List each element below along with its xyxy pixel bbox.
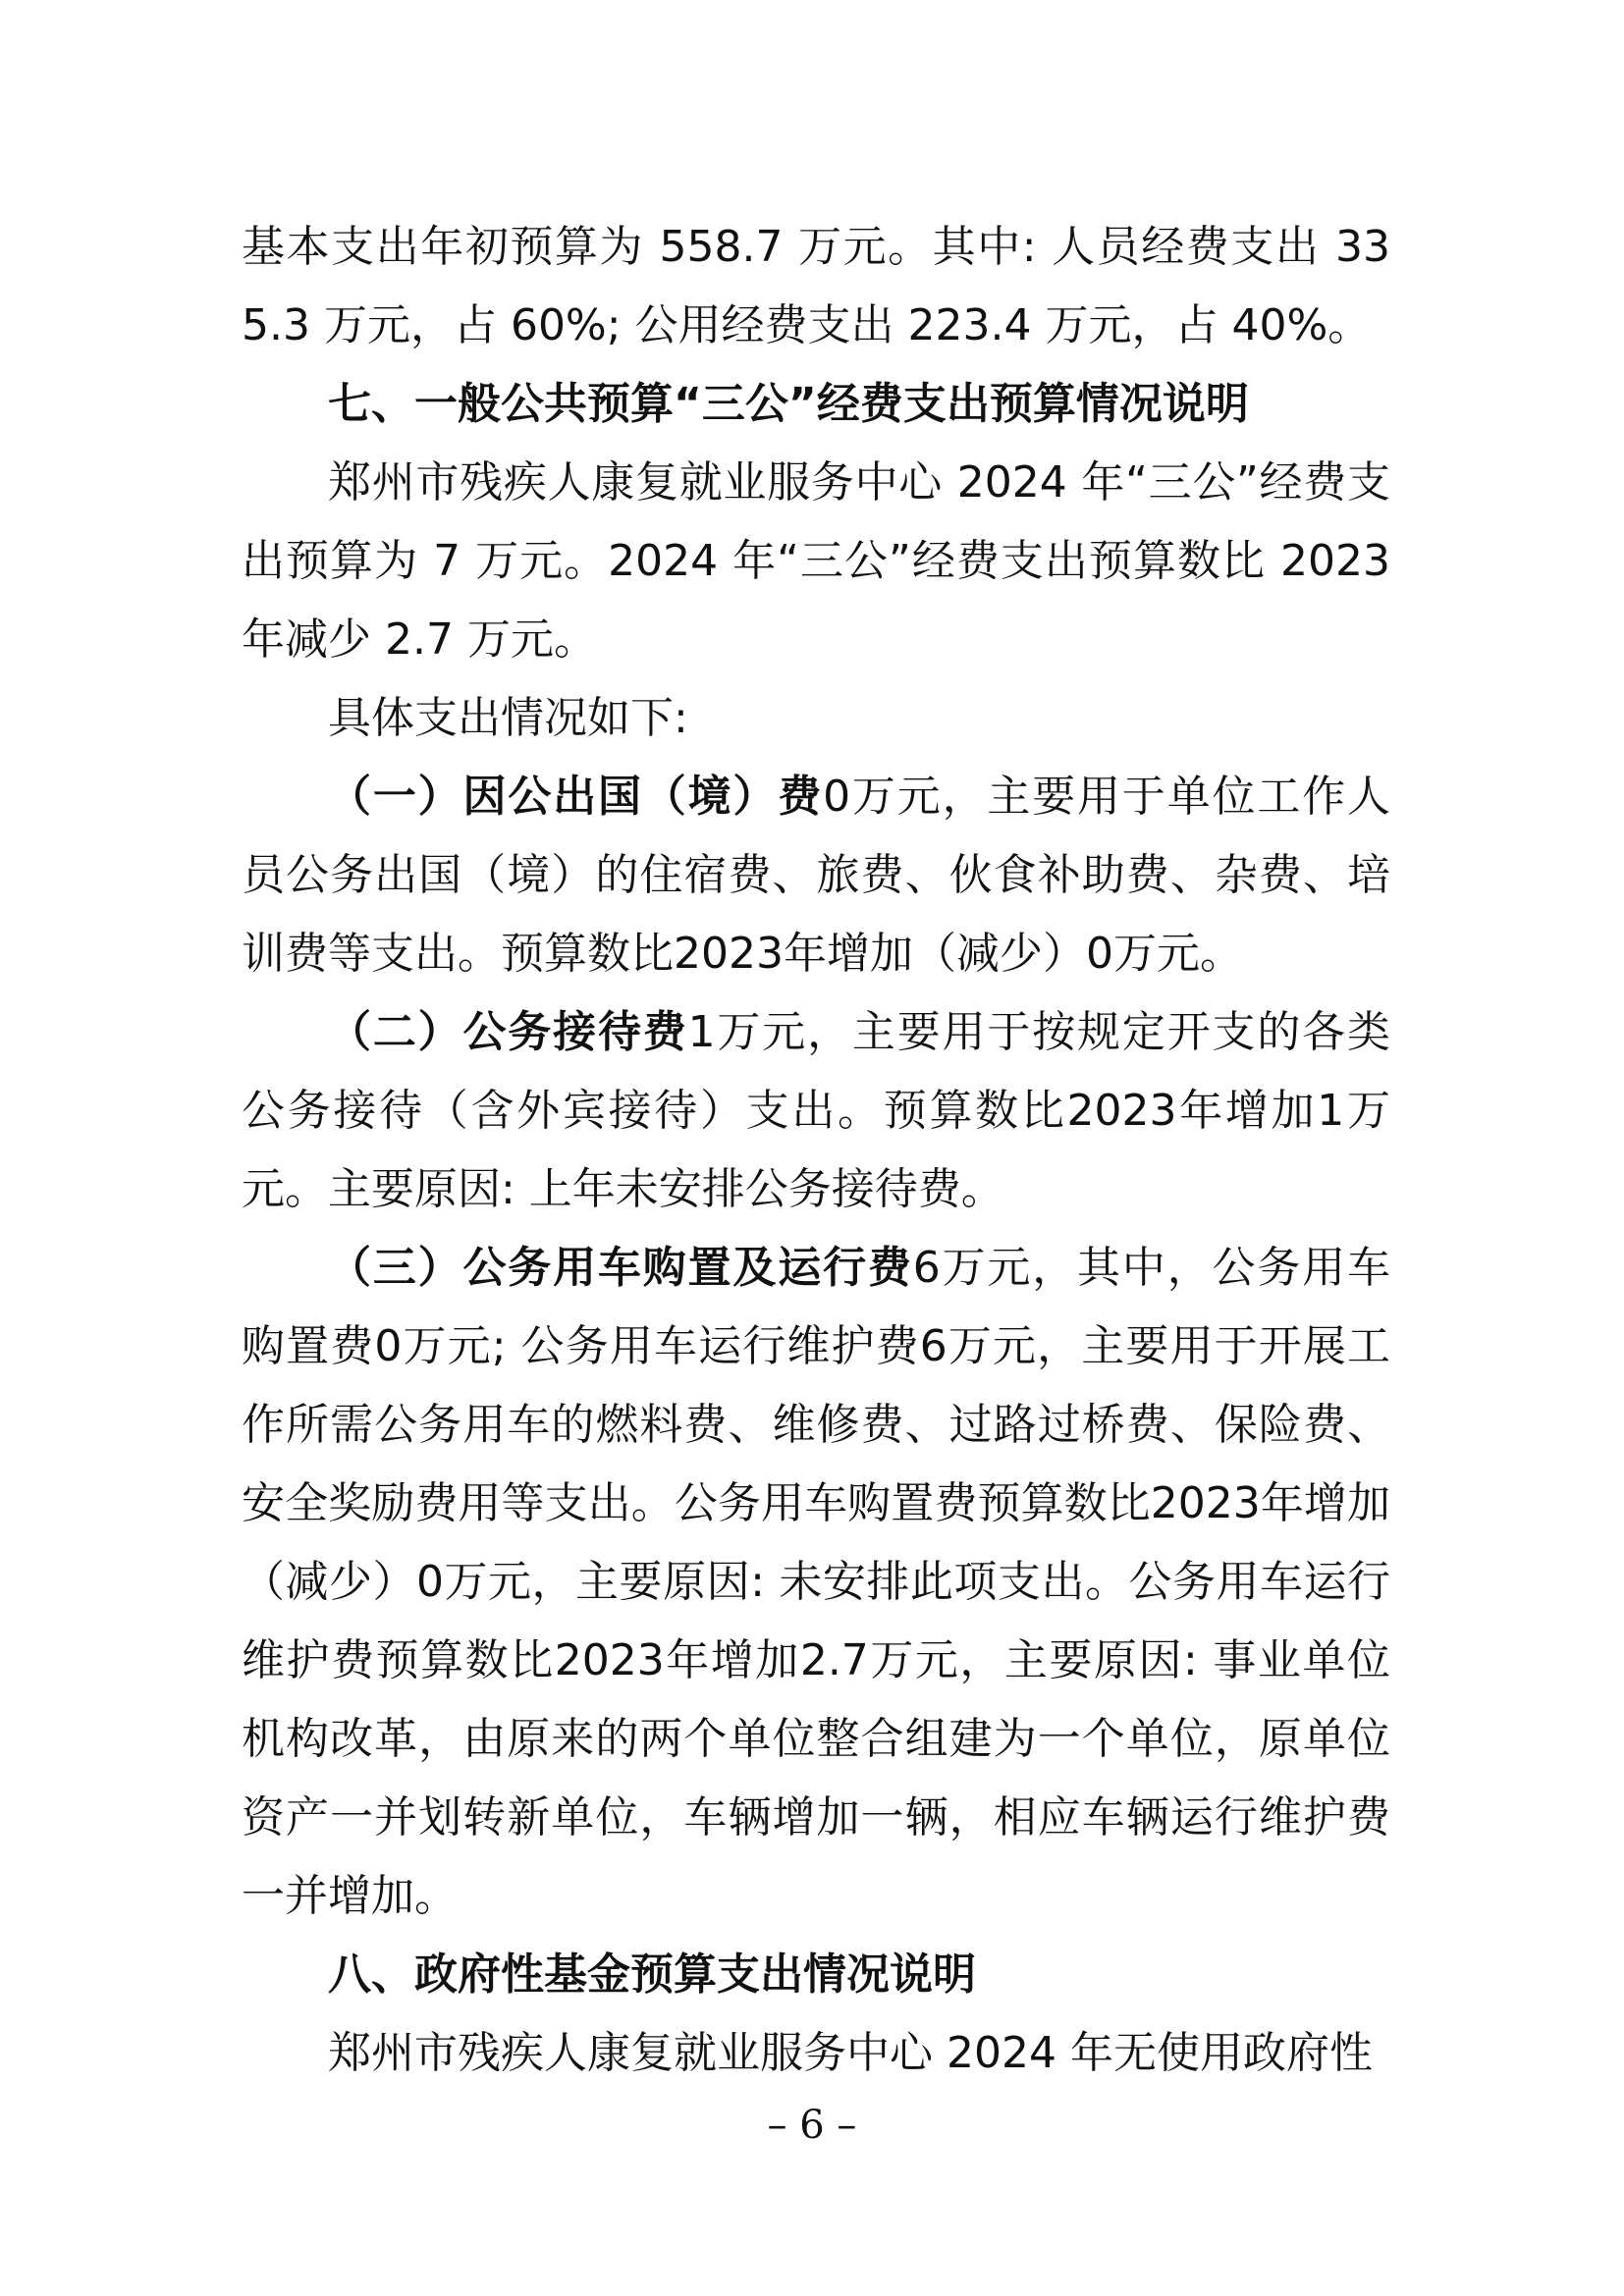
paragraph — [242, 1229, 1390, 1936]
text-run: 1万元，主要用于按规定开支的各类公务接待（含外宾接待）支出。预算数比2023年增加1万元。主要原因: 上年未安排公务接待费。 — [242, 1007, 1390, 1214]
text-run: 郑州市残疾人康复就业服务中心 2024 年“三公”经费支出预算为 7 万元。2024 年“三公”经费支出预算数比 2023 年减少 2.7 万元。 — [242, 457, 1390, 665]
section-heading — [242, 365, 1390, 444]
text-run: 郑州市残疾人康复就业服务中心 2024 年无使用政府性 — [328, 2028, 1373, 2078]
bold-run: （三）公务用车购置及运行费 — [328, 1243, 913, 1293]
text-run: 具体支出情况如下: — [328, 693, 688, 743]
paragraph — [242, 758, 1390, 993]
text-run: 基本支出年初预算为 558.7 万元。其中: 人员经费支出 335.3 万元，占 60%; 公用经费支出 223.4 万元，占 40%。 — [242, 222, 1391, 350]
bold-run: 七、一般公共预算“三公”经费支出预算情况说明 — [328, 379, 1249, 429]
bold-run: （一）因公出国（境）费 — [328, 772, 824, 822]
text-run: 0万元，主要用于单位工作人员公务出国（境）的住宿费、旅费、伙食补助费、杂费、培训费等支出。预算数比2023年增加（减少）0万元。 — [242, 772, 1390, 979]
paragraph — [242, 444, 1390, 679]
bold-run: 八、政府性基金预算支出情况说明 — [328, 1949, 976, 2000]
bold-run: （二）公务接待费 — [328, 1007, 688, 1057]
paragraph — [242, 2014, 1390, 2093]
section-heading — [242, 1936, 1390, 2014]
paragraph — [242, 679, 1390, 758]
paragraph — [242, 208, 1390, 365]
paragraph — [242, 993, 1390, 1229]
body-text — [242, 208, 1390, 2093]
text-run: 6万元，其中，公务用车购置费0万元; 公务用车运行维护费6万元，主要用于开展工作所需公务用车的燃料费、维修费、过路过桥费、保险费、安全奖励费用等支出。公务用车购置费预算数比2023年增加（减少）0万元，主要原因: 未安排此项支出。公务用车运行维护费预算数比2023年增加2.7万元，主要原因: 事业单位机构改革，由原来的两个单位整合组建为一个单位，原单位资产一并划转新单位，车辆增加一辆，相应车辆运行维护费一并增加。 — [242, 1243, 1391, 1921]
page-number: – 6 – — [767, 2103, 857, 2148]
